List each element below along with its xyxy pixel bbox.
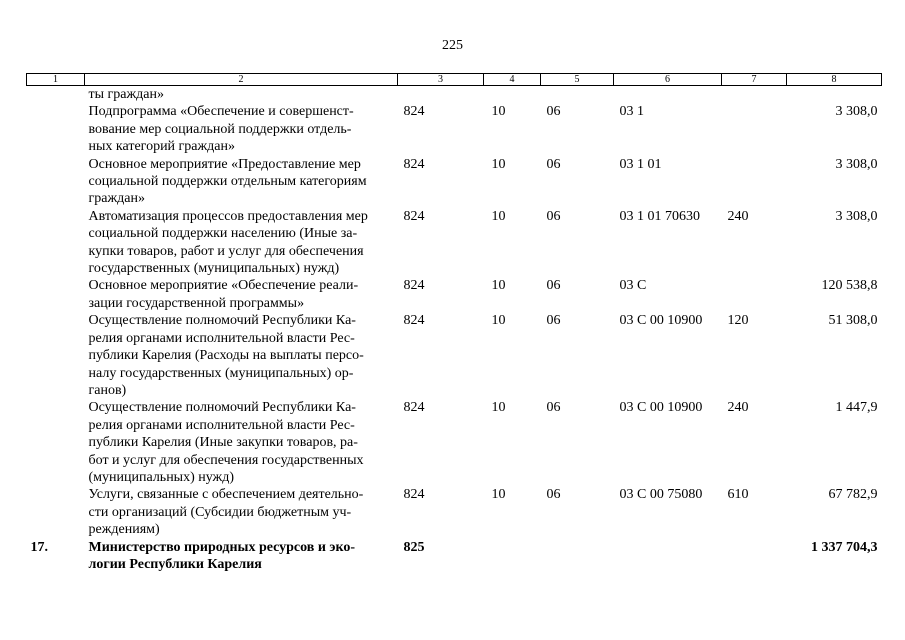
column-header: 4: [484, 74, 541, 86]
section-code: 10: [491, 104, 506, 120]
name-line: Услуги, связанные с обеспечением деятельно-: [88, 487, 364, 503]
target-article-code: 03 1: [619, 104, 644, 120]
name-line: ных категорий граждан»: [88, 139, 236, 155]
name-line: релия органами исполнительной власти Рес-: [88, 330, 355, 346]
table-row: [27, 277, 882, 312]
row-name: [85, 539, 398, 574]
subsection-code: [541, 539, 614, 574]
row-number: [27, 103, 85, 155]
name-line: Осуществление полномочий Республики Ка-: [88, 313, 356, 329]
subsection-code: 06: [546, 104, 561, 120]
column-header: 7: [722, 74, 787, 86]
column-number-header: [27, 74, 882, 86]
name-line: реждениям): [88, 522, 160, 538]
expense-type-code: 240: [727, 208, 749, 224]
name-line: купки товаров, работ и услуг для обеспечения: [88, 243, 364, 259]
amount: 3 308,0: [835, 156, 878, 172]
table-row: [27, 208, 882, 278]
row-number: [27, 156, 85, 208]
ministry-code: 824: [403, 156, 425, 172]
column-header: 8: [787, 74, 882, 86]
section-code: [484, 539, 541, 574]
expense-type-code: [722, 103, 787, 155]
column-header: 1: [27, 74, 85, 86]
ministry-code: 824: [403, 104, 425, 120]
table-row: [27, 312, 882, 399]
table-row: [27, 103, 882, 155]
target-article-code: 03 С 00 10900: [619, 313, 703, 329]
table-body: [27, 86, 882, 574]
column-header: 2: [85, 74, 398, 86]
name-line: социальной поддержки отдельным категориям: [88, 174, 367, 190]
subsection-code: 06: [546, 278, 561, 294]
target-article-code: 03 С 00 75080: [619, 487, 703, 503]
name-line: налу государственных (муниципальных) ор-: [88, 365, 354, 381]
column-header: 5: [541, 74, 614, 86]
row-number: [27, 277, 85, 312]
name-line: ганов): [88, 382, 127, 398]
amount: 51 308,0: [828, 313, 878, 329]
budget-table: [26, 73, 882, 573]
section-code: 10: [491, 313, 506, 329]
expense-type-code: 240: [727, 400, 749, 416]
ministry-code: 824: [403, 400, 425, 416]
expense-type-code: [722, 277, 787, 312]
ministry-code: 825: [403, 539, 425, 555]
name-line: ты граждан»: [88, 87, 164, 102]
column-header: 3: [398, 74, 484, 86]
amount: 67 782,9: [828, 487, 878, 503]
subsection-code: 06: [546, 487, 561, 503]
section-code: 10: [491, 208, 506, 224]
name-line: государственных (муниципальных) нужд): [88, 261, 340, 277]
ministry-code: [398, 86, 484, 104]
row-name: [85, 486, 398, 538]
row-name: [85, 399, 398, 486]
name-line: публики Карелия (Иные закупки товаров, ра-: [88, 435, 358, 451]
amount: [787, 86, 882, 104]
amount: 3 308,0: [835, 208, 878, 224]
table-row: [27, 86, 882, 104]
section-code: 10: [491, 400, 506, 416]
target-article-code: 03 1 01 70630: [619, 208, 700, 224]
name-line: Основное мероприятие «Предоставление мер: [88, 156, 361, 172]
name-line: Министерство природных ресурсов и эко-: [88, 539, 356, 555]
row-number: 17.: [30, 539, 48, 555]
name-line: логии Республики Карелия: [88, 556, 262, 572]
row-name: [85, 103, 398, 155]
row-number: [27, 312, 85, 399]
table-row: [27, 399, 882, 486]
expense-type-code: 120: [727, 313, 749, 329]
subsection-code: 06: [546, 313, 561, 329]
name-line: (муниципальных) нужд): [88, 469, 235, 485]
amount: 1 447,9: [835, 400, 878, 416]
target-article-code: [614, 539, 722, 574]
section-code: 10: [491, 156, 506, 172]
ministry-code: 824: [403, 313, 425, 329]
expense-type-code: [722, 86, 787, 104]
section-code: 10: [491, 278, 506, 294]
subsection-code: [541, 86, 614, 104]
section-code: 10: [491, 487, 506, 503]
row-name: [85, 156, 398, 208]
row-number: [27, 486, 85, 538]
target-article-code: 03 1 01: [619, 156, 662, 172]
target-article-code: 03 С 00 10900: [619, 400, 703, 416]
ministry-code: 824: [403, 487, 425, 503]
name-line: сти организаций (Субсидии бюджетным уч-: [88, 504, 352, 520]
row-number: [27, 208, 85, 278]
target-article-code: [614, 86, 722, 104]
expense-type-code: 610: [727, 487, 749, 503]
name-line: граждан»: [88, 191, 145, 207]
amount: 120 538,8: [821, 278, 878, 294]
table-row: [27, 486, 882, 538]
row-number: [27, 86, 85, 104]
column-header: 6: [614, 74, 722, 86]
row-name: [85, 86, 398, 104]
name-line: зации государственной программы»: [88, 295, 305, 311]
expense-type-code: [722, 539, 787, 574]
amount: 3 308,0: [835, 104, 878, 120]
page-number: 225: [442, 38, 463, 53]
row-name: [85, 208, 398, 278]
row-name: [85, 277, 398, 312]
name-line: публики Карелия (Расходы на выплаты персо-: [88, 348, 364, 364]
subsection-code: 06: [546, 208, 561, 224]
name-line: Осуществление полномочий Республики Ка-: [88, 400, 356, 416]
subsection-code: 06: [546, 400, 561, 416]
name-line: Автоматизация процессов предоставления мер: [88, 208, 368, 224]
ministry-code: 824: [403, 278, 425, 294]
amount: 1 337 704,3: [811, 539, 878, 555]
section-code: [484, 86, 541, 104]
row-name: [85, 312, 398, 399]
expense-type-code: [722, 156, 787, 208]
table-row: [27, 539, 882, 574]
name-line: вование мер социальной поддержки отдель-: [88, 121, 352, 137]
subsection-code: 06: [546, 156, 561, 172]
row-number: [27, 399, 85, 486]
name-line: социальной поддержки населению (Иные за-: [88, 226, 358, 242]
name-line: Подпрограмма «Обеспечение и совершенст-: [88, 104, 354, 120]
name-line: бот и услуг для обеспечения государственных: [88, 452, 364, 468]
name-line: Основное мероприятие «Обеспечение реали-: [88, 278, 359, 294]
name-line: релия органами исполнительной власти Рес-: [88, 417, 355, 433]
table-row: [27, 156, 882, 208]
target-article-code: 03 С: [619, 278, 647, 294]
ministry-code: 824: [403, 208, 425, 224]
